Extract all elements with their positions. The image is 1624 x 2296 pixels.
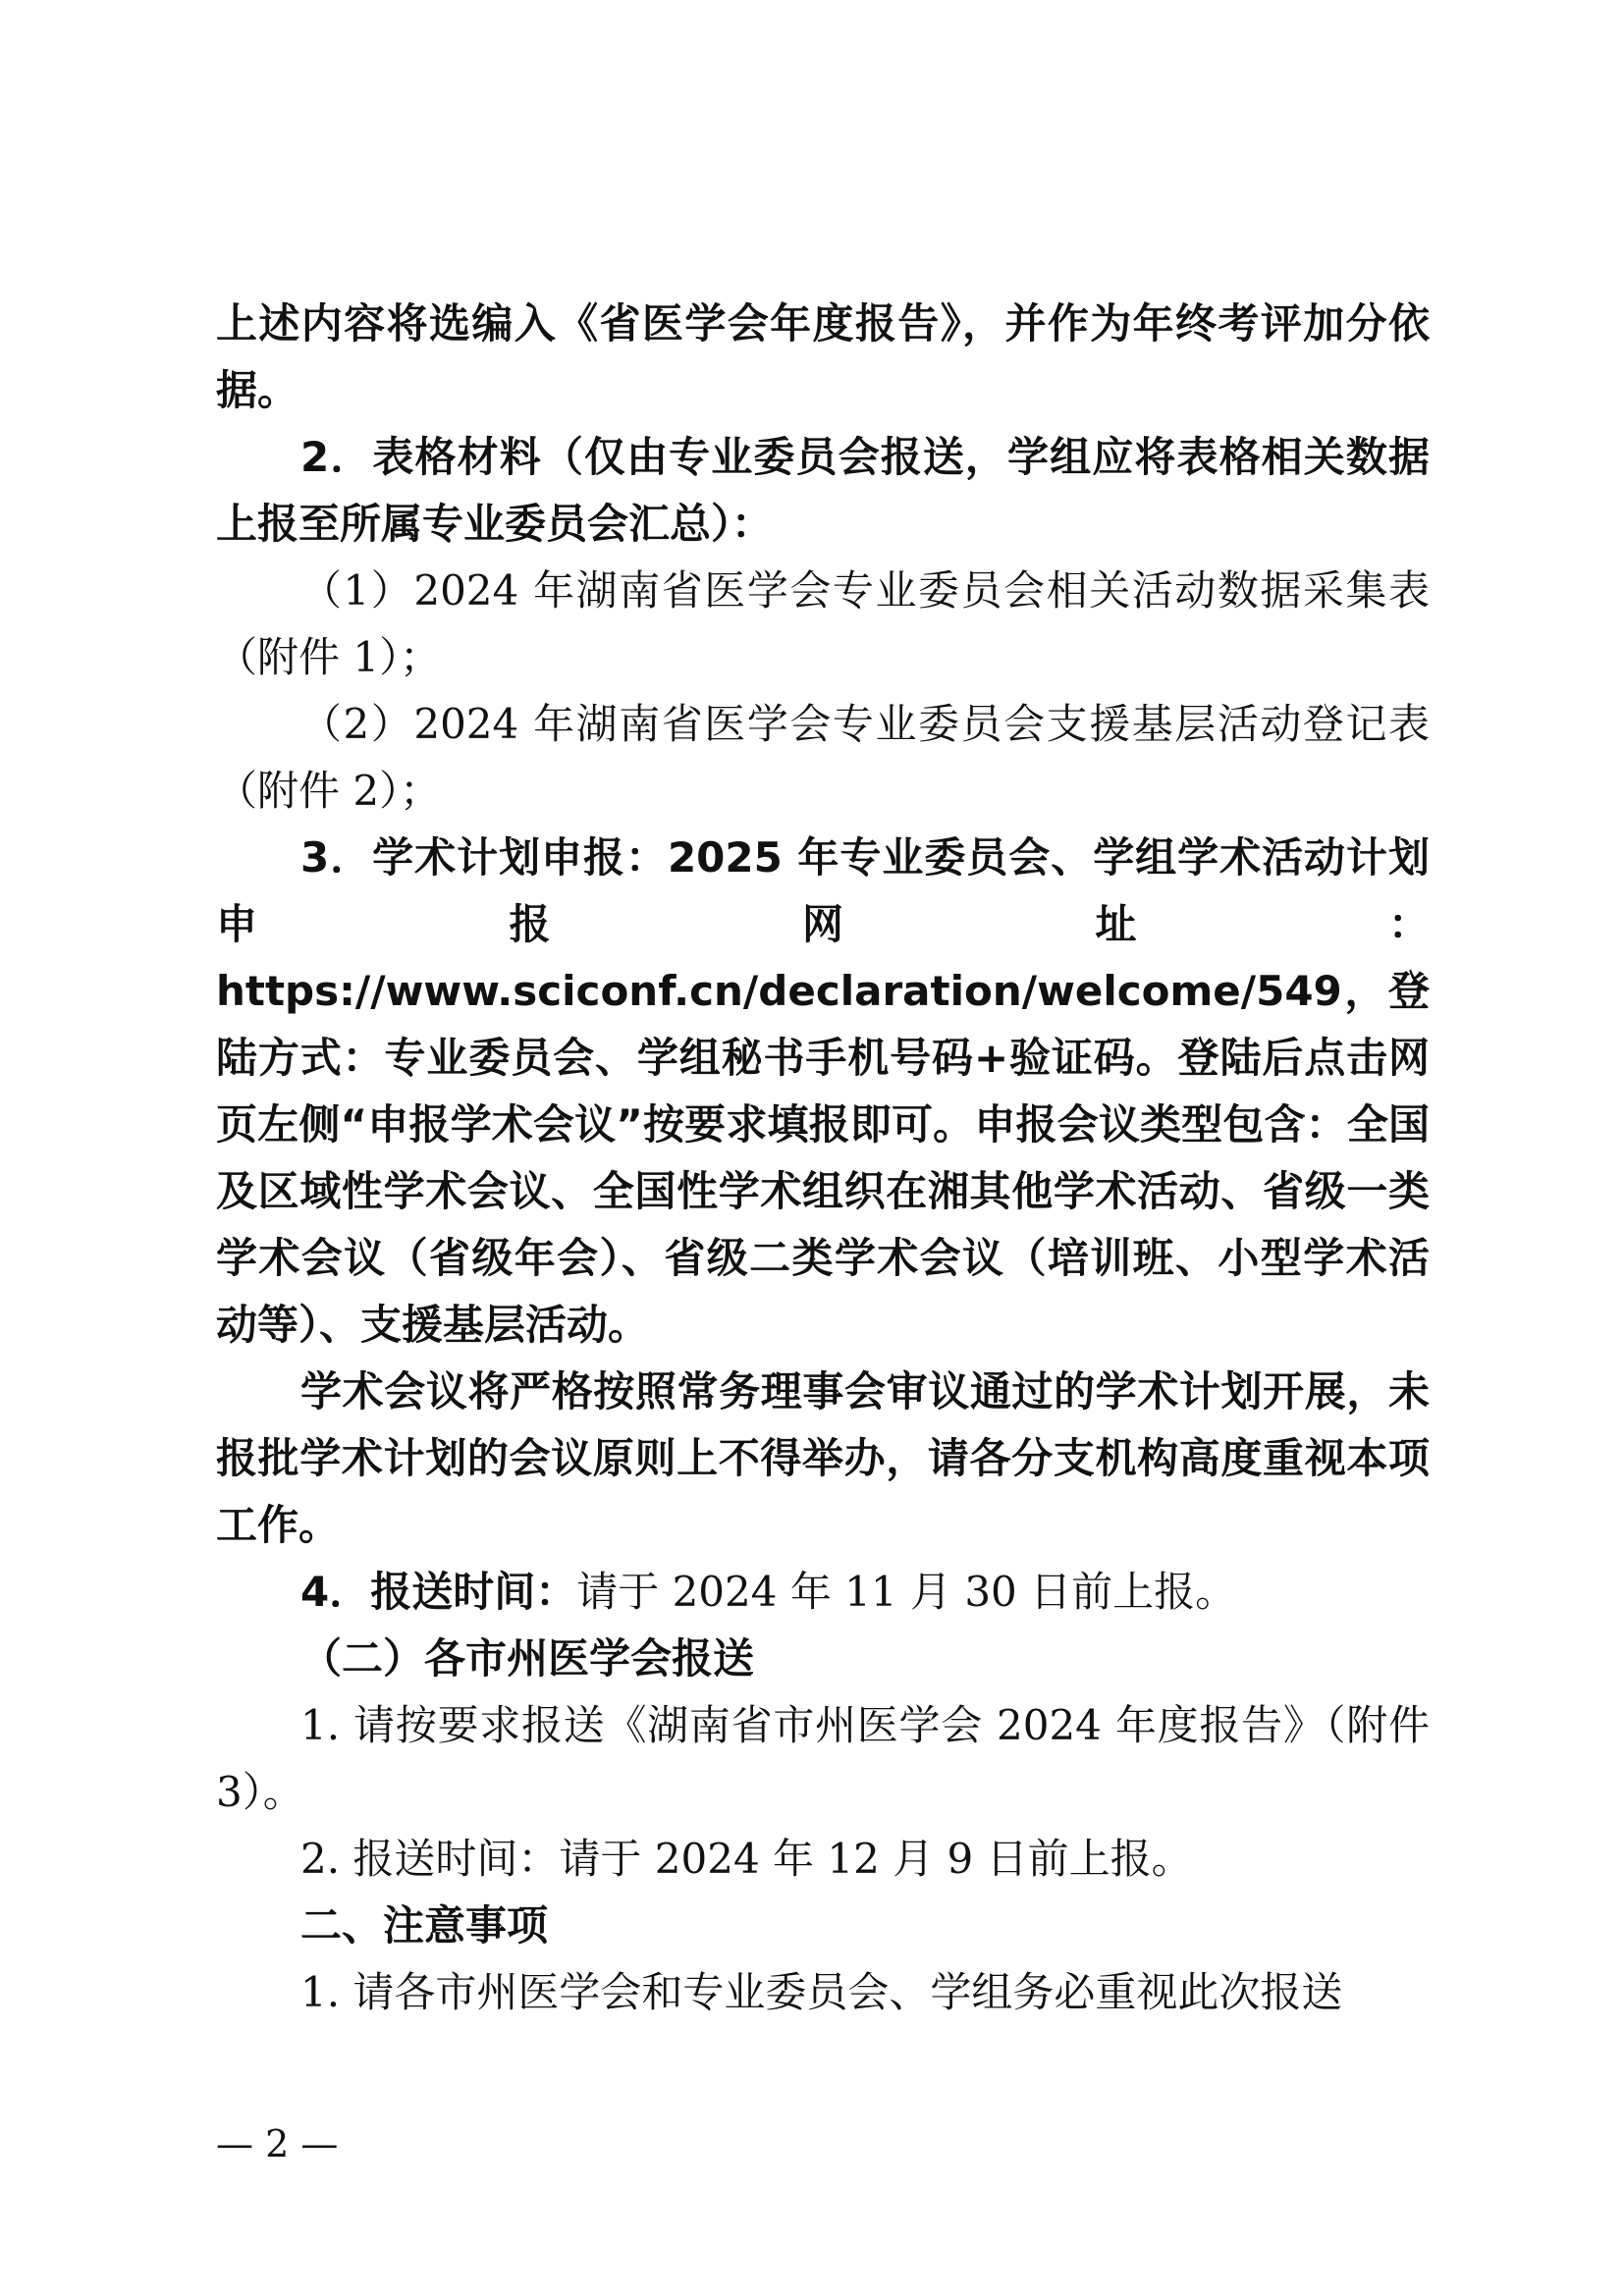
paragraph-attachment-1: （1）2024 年湖南省医学会专业委员会相关活动数据采集表（附件 1）； [216,566,1430,681]
paragraph-city-annual-report: 1. 请按要求报送《湖南省市州医学会 2024 年度报告》（附件 3）。 [216,1701,1430,1816]
paragraph-submit-time [216,1559,1430,1626]
paragraph-table-materials: 2．表格材料（仅由专业委员会报送，学组应将表格相关数据上报至所属专业委员会汇总）： [216,433,1430,548]
paragraph-attachment-2: （2）2024 年湖南省医学会专业委员会支援基层活动登记表（附件 2）； [216,700,1430,815]
academic-plan-lead: 3．学术计划申报：2025 年专业委员会、学组学术活动计划申报网址： [216,833,1430,948]
paragraph-plan-notice: 学术会议将严格按照常务理事会审议通过的学术计划开展，未报批学术计划的会议原则上不得举办，请各分支机构高度重视本项工作。 [216,1367,1430,1549]
section-heading-city-reports: （二）各市州医学会报送 [300,1634,755,1682]
academic-plan-details: ，登陆方式：专业委员会、学组秘书手机号码+验证码。登陆后点击网页左侧“申报学术会议”按要求填报即可。申报会议类型包含：全国及区域性学术会议、全国性学术组织在湘其他学术活动、省级一类学术会议（省级年会）、省级二类学术会议（培训班、小型学术活动等）、支援基层活动。 [216,967,1430,1349]
page-number: — 2 — [216,2122,339,2165]
paragraph-academic-plan [216,825,1430,1359]
paragraph-note-1: 1. 请各市州医学会和专业委员会、学组务必重视此次报送 [300,1968,1343,2016]
declaration-url-link[interactable]: https://www.sciconf.cn/declaration/welcome/549 [216,967,1342,1015]
submit-time-text: 请于 2024 年 11 月 30 日前上报。 [576,1568,1237,1616]
document-body [216,291,1430,2026]
paragraph-city-submit-time: 2. 报送时间：请于 2024 年 12 月 9 日前上报。 [300,1835,1193,1883]
section-heading-notes: 二、注意事项 [300,1901,549,1949]
submit-time-label: 4．报送时间： [300,1568,577,1616]
paragraph-report-basis: 上述内容将选编入《省医学会年度报告》，并作为年终考评加分依据。 [216,299,1430,414]
